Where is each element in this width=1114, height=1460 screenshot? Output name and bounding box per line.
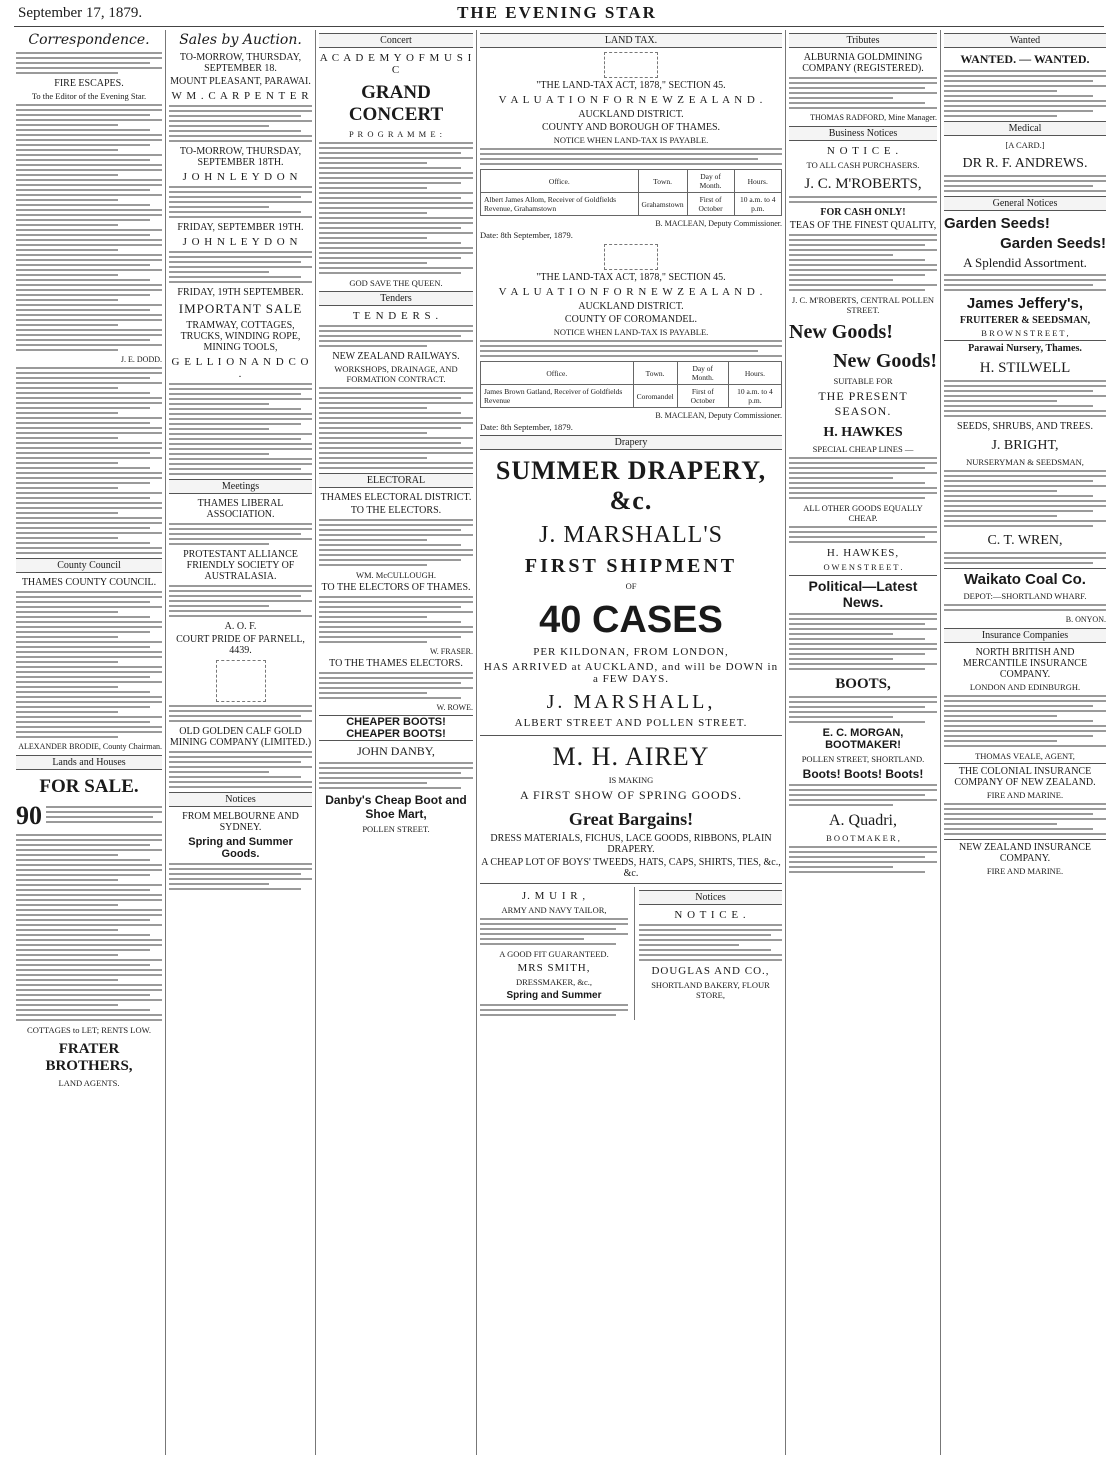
column-divider bbox=[940, 30, 941, 1455]
masthead-date: September 17, 1879. bbox=[18, 5, 143, 21]
text-block bbox=[169, 105, 312, 142]
letter-body bbox=[16, 104, 162, 351]
letter-signature: J. E. DODD. bbox=[120, 355, 162, 364]
a-card: [A CARD.] bbox=[1005, 140, 1045, 150]
seeds-shrubs-trees: SEEDS, SHRUBS, AND TREES. bbox=[957, 421, 1093, 432]
sales-by-auction-heading: Sales by Auction. bbox=[179, 32, 302, 48]
letter-to: To the Editor of the Evening Star. bbox=[31, 91, 147, 101]
summer-drapery-headline: SUMMER DRAPERY, &c. bbox=[495, 456, 767, 515]
text-block bbox=[16, 52, 162, 74]
text-block bbox=[319, 325, 473, 347]
meeting-4: OLD GOLDEN CALF GOLD MINING COMPANY (LIMITED.) bbox=[169, 726, 312, 748]
land-tax-date: Date: 8th September, 1879. bbox=[480, 230, 573, 240]
dress-materials: DRESS MATERIALS, FICHUS, LACE GOODS, RIBBONS, PLAIN DRAPERY. bbox=[490, 833, 772, 855]
nz-insurance: NEW ZEALAND INSURANCE COMPANY. bbox=[944, 839, 1106, 864]
section-general-notices: General Notices bbox=[944, 196, 1106, 211]
auction-4-date: FRIDAY, 19TH SEPTEMBER. bbox=[177, 287, 304, 298]
notice-1-sub: Spring and Summer Goods. bbox=[188, 836, 293, 860]
meeting-3: A. O. F. bbox=[224, 621, 257, 632]
text-block bbox=[944, 380, 1106, 417]
electoral-1-signature: WM. McCULLOUGH. bbox=[355, 570, 437, 580]
land-tax-signature: B. MACLEAN, Deputy Commissioner. bbox=[655, 411, 782, 420]
section-tenders: Tenders bbox=[319, 291, 473, 306]
text-block bbox=[789, 526, 937, 543]
north-british: NORTH BRITISH AND MERCANTILE INSURANCE COMPANY. bbox=[962, 647, 1088, 680]
dr-andrews: DR R. F. ANDREWS. bbox=[962, 156, 1088, 171]
splendid-assortment: A Splendid Assortment. bbox=[963, 255, 1087, 270]
new-goods-2: New Goods! bbox=[833, 350, 937, 372]
text-block bbox=[480, 1004, 628, 1016]
text-block bbox=[789, 196, 937, 203]
table-header: Town. bbox=[638, 170, 687, 193]
text-block bbox=[944, 70, 1106, 117]
meeting-3-sub: COURT PRIDE OF PARNELL, 4439. bbox=[176, 634, 305, 656]
hawkes-name-2: H. HAWKES, bbox=[826, 547, 900, 559]
arrived-text: HAS ARRIVED at AUCKLAND, and will be DOWN in a FEW DAYS. bbox=[483, 661, 779, 685]
airey-show: A FIRST SHOW OF SPRING GOODS. bbox=[520, 788, 742, 802]
for-sale-heading: FOR SALE. bbox=[39, 776, 139, 797]
forty-cases: 40 CASES bbox=[539, 599, 723, 641]
mroberts-signature: J. C. M'ROBERTS, CENTRAL POLLEN STREET. bbox=[791, 295, 935, 315]
bright-name: J. BRIGHT, bbox=[991, 438, 1059, 453]
veale-agent: THOMAS VEALE, AGENT, bbox=[975, 751, 1075, 761]
masthead-rule bbox=[14, 26, 1104, 27]
goods-list bbox=[789, 457, 937, 499]
electoral-3-signature: W. ROWE. bbox=[436, 703, 473, 712]
fire-and-marine: FIRE AND MARINE. bbox=[986, 790, 1064, 800]
text-block bbox=[169, 251, 312, 283]
text-block bbox=[944, 274, 1106, 291]
notice-1: FROM MELBOURNE AND SYDNEY. bbox=[182, 811, 299, 833]
nz-railways-sub: WORKSHOPS, DRAINAGE, AND FORMATION CONTRACT. bbox=[334, 364, 458, 384]
marshall-address: ALBERT STREET AND POLLEN STREET. bbox=[514, 717, 748, 729]
table-cell: 10 a.m. to 4 p.m. bbox=[734, 193, 782, 216]
text-block bbox=[944, 604, 1106, 611]
meeting-1: THAMES LIBERAL ASSOCIATION. bbox=[197, 498, 284, 520]
column-6 bbox=[944, 30, 1106, 1455]
column-4 bbox=[480, 30, 782, 1455]
electoral-1: THAMES ELECTORAL DISTRICT. bbox=[320, 492, 472, 503]
cottages-to-let: COTTAGES to LET; RENTS LOW. bbox=[27, 1025, 151, 1035]
electoral-3: TO THE THAMES ELECTORS. bbox=[329, 658, 463, 669]
land-agents: LAND AGENTS. bbox=[58, 1078, 120, 1088]
section-notices: Notices bbox=[169, 792, 312, 807]
text-block bbox=[169, 523, 312, 545]
text-block bbox=[789, 846, 937, 873]
council-title: THAMES COUNTY COUNCIL. bbox=[21, 577, 157, 588]
text-block bbox=[319, 519, 473, 566]
fruiterer-seedsman: FRUITERER & SEEDSMAN, bbox=[959, 315, 1091, 326]
correspondence-heading: Correspondence. bbox=[28, 32, 150, 48]
text-block bbox=[789, 784, 937, 806]
mroberts-name: J. C. M'ROBERTS, bbox=[804, 176, 922, 192]
sale-items: TRAMWAY, COTTAGES, TRUCKS, WINDING ROPE, MINING TOOLS, bbox=[180, 320, 301, 353]
hawkes-name: H. HAWKES bbox=[823, 425, 903, 440]
text-block bbox=[169, 585, 312, 617]
auction-3-date: FRIDAY, SEPTEMBER 19TH. bbox=[177, 222, 304, 233]
auction-3-auctioneer: J O H N L E Y D O N bbox=[182, 236, 299, 248]
alburnia-signature: THOMAS RADFORD, Mine Manager. bbox=[810, 113, 937, 122]
alburnia-company: ALBURNIA GOLDMINING COMPANY (REGISTERED). bbox=[802, 52, 924, 74]
fire-and-marine-2: FIRE AND MARINE. bbox=[986, 866, 1064, 876]
auckland-district: AUCKLAND DISTRICT. bbox=[578, 301, 684, 312]
stilwell-name: H. STILWELL bbox=[979, 360, 1071, 376]
text-block bbox=[169, 751, 312, 788]
notice-heading: N O T I C E . bbox=[826, 145, 900, 157]
land-tax-notice: NOTICE WHEN LAND-TAX IS PAYABLE. bbox=[553, 135, 709, 145]
programme-list bbox=[319, 142, 473, 274]
shortland-bakery: SHORTLAND BAKERY, FLOUR STORE, bbox=[651, 980, 770, 1000]
danby-address: POLLEN STREET. bbox=[362, 824, 430, 834]
table-cell: Albert James Allom, Receiver of Goldfields Revenue, Grahamstown bbox=[481, 193, 639, 216]
airey-headline: M. H. AIREY bbox=[480, 735, 782, 772]
of-word: OF bbox=[625, 581, 637, 591]
tenders-title: T E N D E R S . bbox=[352, 310, 440, 322]
wren-name: C. T. WREN, bbox=[987, 533, 1063, 548]
auction-2-date: TO-MORROW, THURSDAY, SEPTEMBER 18TH. bbox=[179, 146, 302, 168]
suitable-for: SUITABLE FOR bbox=[833, 376, 893, 386]
section-insurance: Insurance Companies bbox=[944, 628, 1106, 643]
shortland-wharf: DEPOT:—SHORTLAND WHARF. bbox=[963, 591, 1087, 601]
marshall-headline: J. MARSHALL'S bbox=[538, 522, 724, 548]
masthead bbox=[0, 0, 1114, 28]
section-notices: Notices bbox=[639, 890, 782, 905]
table-header: Town. bbox=[633, 362, 677, 385]
table-cell: First of October bbox=[687, 193, 734, 216]
text-block bbox=[319, 387, 473, 469]
all-other-goods: ALL OTHER GOODS EQUALLY CHEAP. bbox=[803, 503, 923, 523]
text-block bbox=[480, 918, 628, 945]
land-tax-signature: B. MACLEAN, Deputy Commissioner. bbox=[655, 219, 782, 228]
special-cheap-lines: SPECIAL CHEAP LINES — bbox=[812, 444, 914, 454]
column-divider bbox=[315, 30, 316, 1455]
text-block bbox=[944, 175, 1106, 192]
present-season: THE PRESENT SEASON. bbox=[818, 389, 908, 418]
nz-railways: NEW ZEALAND RAILWAYS. bbox=[332, 351, 460, 362]
god-save-the-queen: GOD SAVE THE QUEEN. bbox=[349, 278, 443, 288]
marshall-name: J. MARSHALL, bbox=[546, 691, 716, 713]
owen-street: O W E N S T R E E T . bbox=[823, 562, 903, 572]
new-goods-1: New Goods! bbox=[789, 321, 893, 343]
masthead-title: THE EVENING STAR bbox=[457, 3, 657, 22]
quadri-name: A. Quadri, bbox=[829, 812, 897, 829]
land-tax-notice: NOTICE WHEN LAND-TAX IS PAYABLE. bbox=[553, 327, 709, 337]
section-meetings: Meetings bbox=[169, 479, 312, 494]
section-concert: Concert bbox=[319, 33, 473, 48]
meeting-2: PROTESTANT ALLIANCE FRIENDLY SOCIETY OF AUSTRALASIA. bbox=[183, 549, 298, 582]
section-electoral: ELECTORAL bbox=[319, 473, 473, 488]
land-listings bbox=[16, 834, 162, 1021]
parawai-nursery: Parawai Nursery, Thames. bbox=[944, 340, 1106, 354]
airey-making: IS MAKING bbox=[608, 775, 654, 785]
column-1 bbox=[16, 30, 162, 1455]
table-cell: 10 a.m. to 4 p.m. bbox=[728, 385, 781, 408]
price-list bbox=[789, 234, 937, 291]
text-block bbox=[480, 340, 782, 357]
land-tax-date: Date: 8th September, 1879. bbox=[480, 422, 573, 432]
great-bargains: Great Bargains! bbox=[568, 809, 694, 829]
academy-of-music: A C A D E M Y O F M U S I C bbox=[319, 52, 473, 76]
spring-and-summer: Spring and Summer bbox=[506, 990, 602, 1001]
auckland-district: AUCKLAND DISTRICT. bbox=[578, 109, 684, 120]
section-lands-houses: Lands and Houses bbox=[16, 755, 162, 770]
text-block bbox=[46, 803, 162, 826]
per-kildonan: PER KILDONAN, FROM LONDON, bbox=[533, 646, 729, 658]
electoral-2: TO THE ELECTORS OF THAMES. bbox=[321, 582, 471, 593]
colonial-insurance: THE COLONIAL INSURANCE COMPANY OF NEW ZEALAND. bbox=[944, 763, 1106, 788]
text-block bbox=[480, 148, 782, 165]
column-divider bbox=[785, 30, 786, 1455]
letter-title: FIRE ESCAPES. bbox=[54, 78, 124, 89]
county-thames: COUNTY AND BOROUGH OF THAMES. bbox=[541, 122, 721, 133]
grand-concert-title: GRAND CONCERT bbox=[348, 82, 444, 125]
council-body bbox=[16, 591, 162, 738]
muir-name: J. M U I R , bbox=[521, 890, 587, 902]
table-cell: First of October bbox=[677, 385, 728, 408]
frater-brothers: FRATER BROTHERS, bbox=[45, 1041, 133, 1074]
text-block bbox=[319, 762, 473, 789]
mrs-smith: MRS SMITH, bbox=[517, 962, 591, 974]
quadri-bootmaker: B O O T M A K E R , bbox=[826, 833, 900, 843]
table-header: Office. bbox=[481, 170, 639, 193]
land-tax-act: "THE LAND-TAX ACT, 1878," SECTION 45. bbox=[536, 80, 726, 91]
douglas-and-co: DOUGLAS AND CO., bbox=[651, 965, 770, 977]
dressmaker: DRESSMAKER, &c., bbox=[515, 977, 593, 987]
danby-mart: Danby's Cheap Boot and Shoe Mart, bbox=[325, 793, 467, 821]
garden-seeds-2: Garden Seeds! bbox=[1000, 235, 1106, 252]
auction-1-place: MOUNT PLEASANT, PARAWAI. bbox=[170, 76, 311, 87]
table-cell: Grahamstown bbox=[638, 193, 687, 216]
text-block bbox=[169, 705, 312, 722]
land-tax-table-thames bbox=[480, 169, 782, 216]
text-block bbox=[639, 924, 782, 961]
john-danby: JOHN DANBY, bbox=[357, 744, 435, 758]
political-news: Political—Latest News. bbox=[789, 575, 937, 610]
section-medical: Medical bbox=[944, 121, 1106, 136]
for-cash-only: FOR CASH ONLY! bbox=[820, 207, 906, 218]
figures-list bbox=[944, 695, 1106, 747]
text-block bbox=[944, 803, 1106, 835]
waikato-coal: Waikato Coal Co. bbox=[944, 568, 1106, 588]
cash-purchasers: TO ALL CASH PURCHASERS. bbox=[806, 160, 920, 170]
electoral-1-sub: TO THE ELECTORS. bbox=[350, 505, 442, 516]
text-block bbox=[319, 596, 473, 643]
james-jeffery: James Jeffery's, bbox=[966, 295, 1084, 312]
table-header: Day of Month. bbox=[687, 170, 734, 193]
text-block bbox=[944, 552, 1106, 564]
table-cell: Coromandel bbox=[633, 385, 677, 408]
court-emblem-image bbox=[216, 660, 266, 702]
column-2 bbox=[169, 30, 312, 1455]
valuation-heading: V A L U A T I O N F O R N E W Z E A L A N D . bbox=[498, 94, 764, 106]
london-edinburgh: LONDON AND EDINBURGH. bbox=[969, 682, 1081, 692]
text-block bbox=[169, 383, 312, 475]
good-fit: A GOOD FIT GUARANTEED. bbox=[499, 949, 609, 959]
text-block bbox=[944, 470, 1106, 527]
first-shipment: FIRST SHIPMENT bbox=[524, 555, 738, 577]
column-divider bbox=[476, 30, 477, 1455]
table-header: Hours. bbox=[728, 362, 781, 385]
nurseryman-seedsman: NURSERYMAN & SEEDSMAN, bbox=[966, 457, 1084, 467]
boots-boots-boots: Boots! Boots! Boots! bbox=[802, 767, 924, 781]
important-sale: IMPORTANT SALE bbox=[178, 301, 303, 316]
section-county-council: County Council bbox=[16, 558, 162, 573]
section-tributes: Tributes bbox=[789, 33, 937, 48]
text-block bbox=[789, 77, 937, 109]
morgan-address: POLLEN STREET, SHORTLAND. bbox=[801, 754, 925, 764]
table-header: Office. bbox=[481, 362, 634, 385]
section-land-tax: LAND TAX. bbox=[480, 33, 782, 48]
text-block bbox=[169, 863, 312, 890]
coat-of-arms-image bbox=[604, 244, 658, 270]
council-signature: ALEXANDER BRODIE, County Chairman. bbox=[18, 742, 162, 751]
wanted-heading: WANTED. — WANTED. bbox=[960, 52, 1090, 66]
land-tax-table-coromandel bbox=[480, 361, 782, 408]
cheaper-boots-banner: CHEAPER BOOTS! CHEAPER BOOTS! bbox=[319, 715, 473, 741]
column-3 bbox=[319, 30, 473, 1455]
table-cell: James Brown Gatland, Receiver of Goldfields Revenue bbox=[481, 385, 634, 408]
section-wanted: Wanted bbox=[944, 33, 1106, 48]
morgan-bootmaker: E. C. MORGAN, BOOTMAKER! bbox=[822, 727, 904, 751]
section-drapery: Drapery bbox=[480, 435, 782, 450]
electoral-2-signature: W. FRASER. bbox=[429, 647, 473, 656]
text-block bbox=[319, 672, 473, 699]
text-block bbox=[789, 696, 937, 723]
garden-seeds-1: Garden Seeds! bbox=[944, 215, 1050, 232]
valuation-heading: V A L U A T I O N F O R N E W Z E A L A N D . bbox=[498, 286, 764, 298]
auction-1-auctioneer: W M . C A R P E N T E R bbox=[171, 90, 310, 102]
muir-sub: ARMY AND NAVY TAILOR, bbox=[501, 905, 607, 915]
auction-1-date: TO-MORROW, THURSDAY, SEPTEMBER 18. bbox=[179, 52, 302, 74]
text-block bbox=[169, 186, 312, 218]
onyon-signature: B. ONYON. bbox=[1065, 615, 1106, 624]
text-block bbox=[16, 367, 162, 554]
brown-street: B R O W N S T R E E T , bbox=[981, 328, 1069, 338]
section-business-notices: Business Notices bbox=[789, 126, 937, 141]
auction-4-auctioneer: G E L L I O N A N D C O . bbox=[171, 356, 310, 380]
column-divider bbox=[165, 30, 166, 1455]
table-header: Hours. bbox=[734, 170, 782, 193]
column-5 bbox=[789, 30, 937, 1455]
boots-heading: BOOTS, bbox=[835, 676, 891, 692]
county-coromandel: COUNTY OF COROMANDEL. bbox=[564, 314, 698, 325]
land-tax-act: "THE LAND-TAX ACT, 1878," SECTION 45. bbox=[536, 272, 726, 283]
acres-number: 90 bbox=[16, 801, 42, 830]
coat-of-arms-image bbox=[604, 52, 658, 78]
table-header: Day of Month. bbox=[677, 362, 728, 385]
boys-tweeds: A CHEAP LOT OF BOYS' TWEEDS, HATS, CAPS, SHIRTS, TIES, &c., &c. bbox=[481, 857, 781, 879]
finest-teas: TEAS OF THE FINEST QUALITY, bbox=[789, 220, 937, 231]
text-block bbox=[789, 613, 937, 670]
notice-heading: N O T I C E . bbox=[674, 909, 747, 921]
programme-heading: P R O G R A M M E : bbox=[348, 129, 444, 139]
auction-2-auctioneer: J O H N L E Y D O N bbox=[182, 171, 299, 183]
